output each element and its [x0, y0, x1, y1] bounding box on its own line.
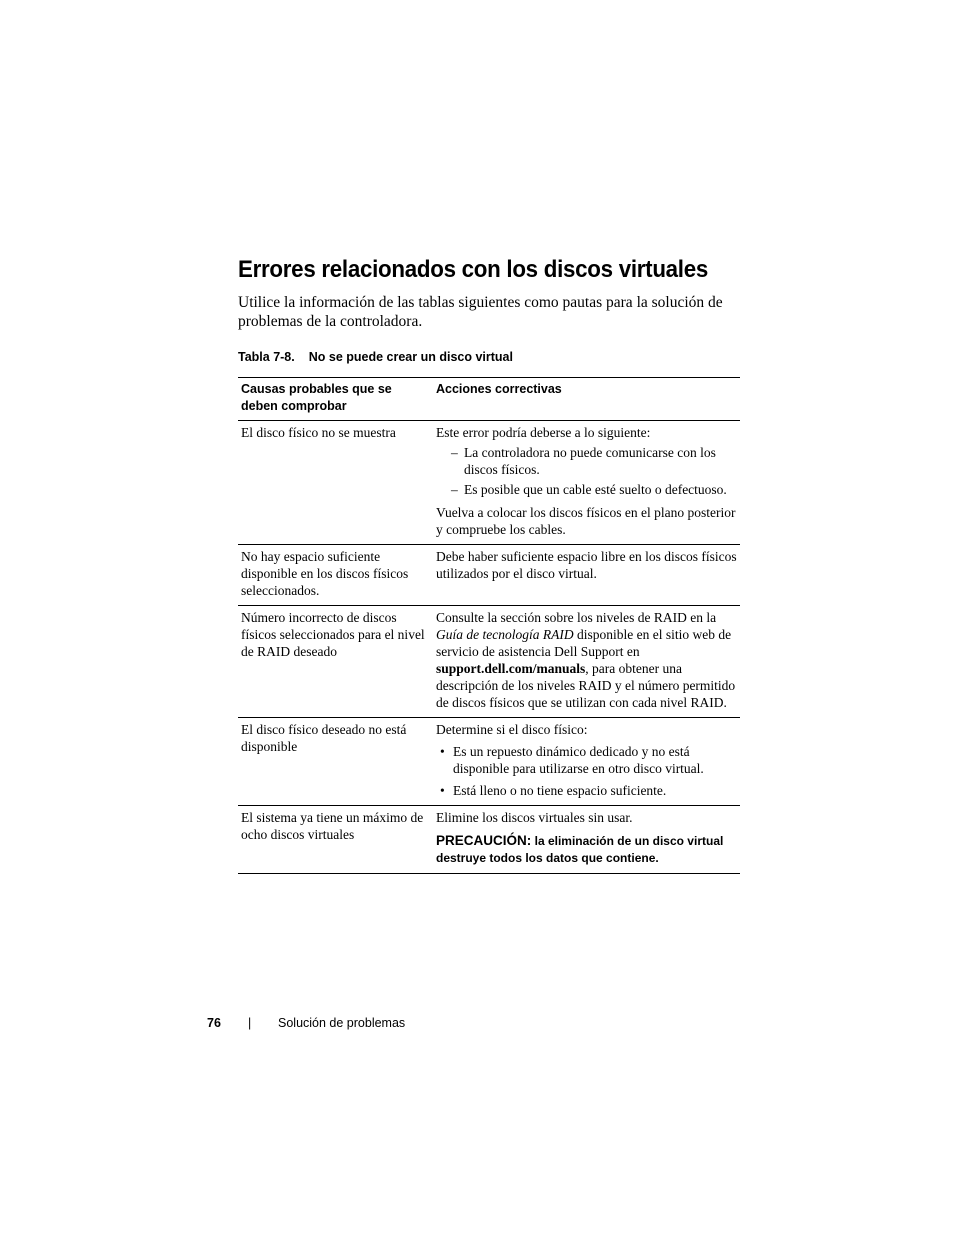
guide-title: Guía de tecnología RAID — [436, 627, 574, 642]
table-row — [238, 545, 740, 606]
dash-list — [436, 444, 737, 498]
caution-label: PRECAUCIÓN: — [436, 833, 532, 848]
table-caption — [238, 350, 513, 364]
virtual-disk-errors-table — [238, 377, 740, 874]
action-text: Elimine los discos virtuales sin usar. — [436, 810, 633, 825]
cause-cell: Número incorrecto de discos físicos seleccionados para el nivel de RAID deseado — [238, 606, 433, 718]
table-row — [238, 421, 740, 545]
bullet-list — [436, 743, 737, 799]
action-intro: Determine si el disco físico: — [436, 722, 588, 737]
table-row — [238, 718, 740, 806]
caution-note — [436, 832, 737, 867]
footer-separator: | — [248, 1016, 252, 1030]
dash-marker: – — [451, 482, 458, 497]
action-cell: Debe haber suficiente espacio libre en los discos físicos utilizados por el disco virtual. — [433, 545, 740, 606]
caution-text: la eliminación de un disco virtual destruye todos los datos que contiene. — [436, 834, 724, 865]
list-item: – Es posible que un cable esté suelto o defectuoso. — [451, 482, 727, 497]
table-title: No se puede crear un disco virtual — [308, 350, 513, 364]
header-causes: Causas probables que se deben comprobar — [238, 378, 433, 421]
table-row — [238, 806, 740, 874]
intro-paragraph: Utilice la información de las tablas siguientes como pautas para la solución de problemas de la controladora. — [238, 294, 723, 330]
list-item: – La controladora no puede comunicarse con los discos físicos. — [451, 445, 716, 477]
support-url: support.dell.com/manuals — [436, 661, 586, 676]
table-header-row — [238, 378, 740, 421]
page-footer — [207, 1016, 406, 1030]
table-row — [238, 606, 740, 718]
cause-cell: El disco físico no se muestra — [238, 421, 433, 545]
action-intro: Este error podría deberse a lo siguiente: — [436, 425, 651, 440]
action-cell — [433, 421, 740, 545]
page-number: 76 — [207, 1016, 221, 1030]
list-item: • Está lleno o no tiene espacio suficiente. — [440, 783, 667, 798]
page-heading: Errores relacionados con los discos virtuales — [238, 256, 708, 283]
bullet-marker: • — [440, 744, 445, 759]
cause-cell: No hay espacio suficiente disponible en los discos físicos seleccionados. — [238, 545, 433, 606]
action-cell — [433, 718, 740, 806]
cause-cell: El disco físico deseado no está disponible — [238, 718, 433, 806]
cause-cell: El sistema ya tiene un máximo de ocho discos virtuales — [238, 806, 433, 874]
list-item: • Es un repuesto dinámico dedicado y no está disponible para utilizarse en otro disco virtual. — [440, 744, 704, 776]
table-number: Tabla 7-8. — [238, 350, 295, 364]
bullet-marker: • — [440, 783, 445, 798]
footer-section-title: Solución de problemas — [278, 1016, 406, 1030]
action-outro: Vuelva a colocar los discos físicos en el plano posterior y compruebe los cables. — [436, 505, 736, 537]
action-cell — [433, 806, 740, 874]
header-actions: Acciones correctivas — [433, 378, 740, 421]
dash-marker: – — [451, 445, 458, 460]
action-cell: Consulte la sección sobre los niveles de RAID en la Guía de tecnología RAID disponible en el sitio web de servicio de asistencia Dell Support en support.dell.com/manuals, para obtener una descripción de los niveles RAID y el número permitido de discos físicos que se utilizan con cada nivel RAID. — [433, 606, 740, 718]
